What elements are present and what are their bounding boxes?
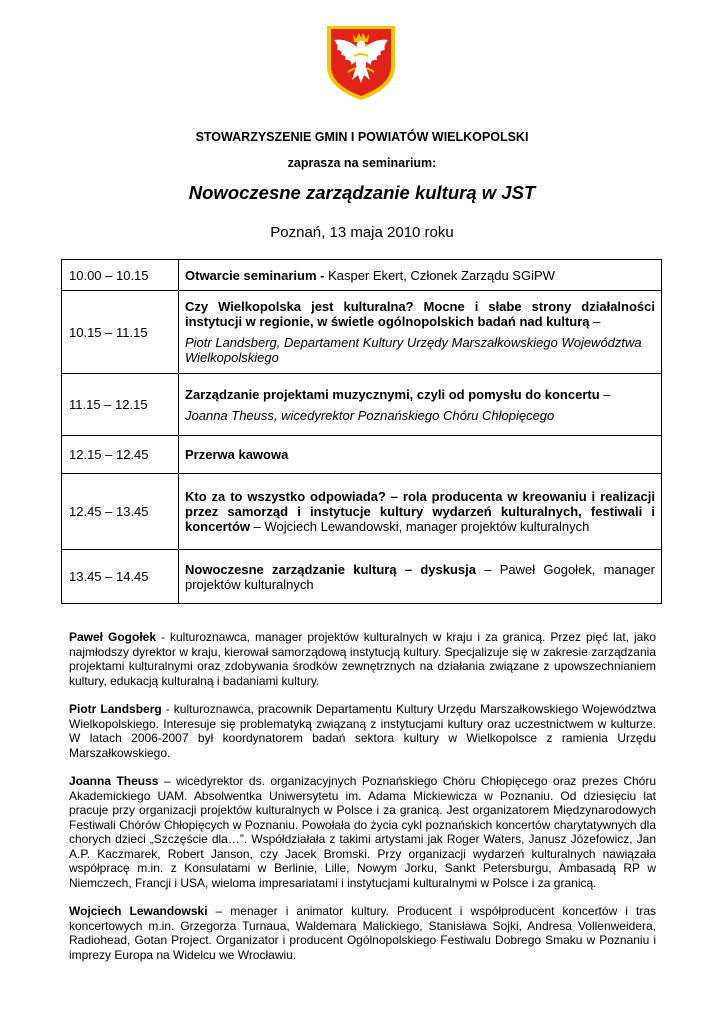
schedule-time: 12.15 – 12.45 xyxy=(62,436,179,474)
schedule-time: 13.45 – 14.45 xyxy=(62,550,179,604)
bio-name: Paweł Gogołek xyxy=(69,630,157,644)
bio-paragraph xyxy=(69,630,656,688)
bio-text: – menager i animator kultury. Producent i współproducent koncertów i tras koncertowych m.in. Grzegorza Turnaua, Waldemara Malickiego, Stanisława Sojki, Andresa Vollenweidera, Radiohead, Gotan Project. Organizator i producent Ogólnopolskiego Festiwalu Dobrego Smaku w Poznaniu i imprezy Europa na Widelcu we Wrocławiu. xyxy=(69,904,656,962)
schedule-item-title: Nowoczesne zarządzanie kulturą – dyskusja xyxy=(185,561,476,577)
schedule-item xyxy=(179,436,662,474)
schedule-item-details: – xyxy=(589,314,601,329)
place-and-date: Poznań, 13 maja 2010 roku xyxy=(270,224,454,241)
seminar-title: Nowoczesne zarządzanie kulturą w JST xyxy=(188,182,536,203)
schedule-row xyxy=(62,550,662,604)
bio-paragraph xyxy=(69,702,656,760)
schedule-item xyxy=(179,291,662,374)
schedule-row xyxy=(62,436,662,474)
bio-text: - kulturoznawca, manager projektów kulturalnych w kraju i za granicą. Przez pięć lat, jako najmłodszy dyrektor w kraju, kierował samorządową instytucją kultury. Specjalizuje się w zakresie zarządzania projektami kulturalnymi oraz zdobywania środków zewnętrznych na działania związane z upowszechnianiem kultury, edukacją kulturalną i badaniami kultury. xyxy=(69,630,656,688)
schedule-time: 12.45 – 13.45 xyxy=(62,474,179,550)
schedule-item-title: Zarządzanie projektami muzycznymi, czyli od pomysłu do koncertu xyxy=(185,386,600,402)
eagle-crest-icon xyxy=(321,22,401,102)
schedule-speaker: Joanna Theuss, wicedyrektor Poznańskiego Chóru Chłopięcego xyxy=(185,407,555,423)
bio-text: - kulturoznawca, pracownik Departamentu Kultury Urzędu Marszałkowskiego Województwa Wielkopolskiego. Interesuje się problematyką związaną z instytucjami kultury oraz uczestnictwem w kulturze. W latach 2006-2007 był koordynatorem badań sektora kultury w Wielkopolsce z ramienia Urzędu Marszałkowskiego. xyxy=(69,702,656,760)
schedule-time: 10.00 – 10.15 xyxy=(62,260,179,291)
schedule-speaker: Piotr Landsberg, Departament Kultury Urzędy Marszałkowskiego Województwa Wielkopolskiego xyxy=(185,335,642,365)
schedule-item-title: Otwarcie seminarium - xyxy=(185,267,325,283)
schedule-row xyxy=(62,374,662,436)
schedule-table xyxy=(61,259,662,604)
schedule-item-details: Kasper Ekert, Członek Zarządu SGiPW xyxy=(324,267,555,283)
schedule-item xyxy=(179,550,662,604)
organization-name: STOWARZYSZENIE GMIN I POWIATÓW WIELKOPOLSKI xyxy=(195,130,529,144)
schedule-item-details: – Wojciech Lewandowski, manager projektów kulturalnych xyxy=(250,519,590,534)
schedule-item xyxy=(179,374,662,436)
schedule-item-title: Czy Wielkopolska jest kulturalna? Mocne i słabe strony działalności instytucji w regionie, w świetle ogólnopolskich badań nad kulturą xyxy=(185,299,655,329)
bio-paragraph xyxy=(69,774,656,890)
speaker-bios xyxy=(69,630,656,976)
bio-name: Joanna Theuss xyxy=(69,774,159,788)
schedule-time: 11.15 – 12.15 xyxy=(62,374,179,436)
bio-text: – wicedyrektor ds. organizacyjnych Poznańskiego Chóru Chłopięcego oraz prezes Chóru Akademickiego UAM. Absolwentka Uniwersytetu im. Adama Mickiewicza w Poznaniu. Od dziesięciu lat pracuje przy organizacji projektów kulturalnych w Polsce i za granicą. Jest organizatorem Międzynarodowych Festiwali Chórów Chłopięcych w Poznaniu. Powołała do życia cykl poznańskich koncertów charytatywnych dla chorych dzieci „Szczęście dla…”. Współdziałała z takimi artystami jak Roger Waters, Janusz Józefowicz, Jan A.P. Kaczmarek, Robert Janson, czy Jacek Bromski. Przy organizacji wydarzeń kulturalnych nawiązała współpracę m.in. z Konsulatami w Berlinie, Lille, Nowym Jorku, Sankt Petersburgu, Ambasadą RP w Niemczech, Francji i USA, wieloma impresariatami i instytucjami kulturalnymi w Polsce i za granicą. xyxy=(69,774,656,890)
bio-name: Wojciech Lewandowski xyxy=(69,904,208,918)
schedule-item xyxy=(179,474,662,550)
invitation-text: zaprasza na seminarium: xyxy=(287,156,437,170)
schedule-item-title: Kto za to wszystko odpowiada? – rola producenta w kreowaniu i realizacji przez samorząd i instytucje kultury wydarzeń kulturalnych, festiwali i koncertów xyxy=(185,489,655,534)
schedule-item-title: Przerwa kawowa xyxy=(185,447,289,462)
schedule-row xyxy=(62,474,662,550)
schedule-row xyxy=(62,291,662,374)
schedule-item xyxy=(179,260,662,291)
schedule-item-details: – Paweł Gogołek, manager projektów kulturalnych xyxy=(185,561,655,592)
schedule-row xyxy=(62,260,662,291)
schedule-time: 10.15 – 11.15 xyxy=(62,291,179,374)
schedule-item-details: – xyxy=(599,386,611,402)
bio-paragraph xyxy=(69,904,656,962)
bio-name: Piotr Landsberg xyxy=(69,702,162,716)
